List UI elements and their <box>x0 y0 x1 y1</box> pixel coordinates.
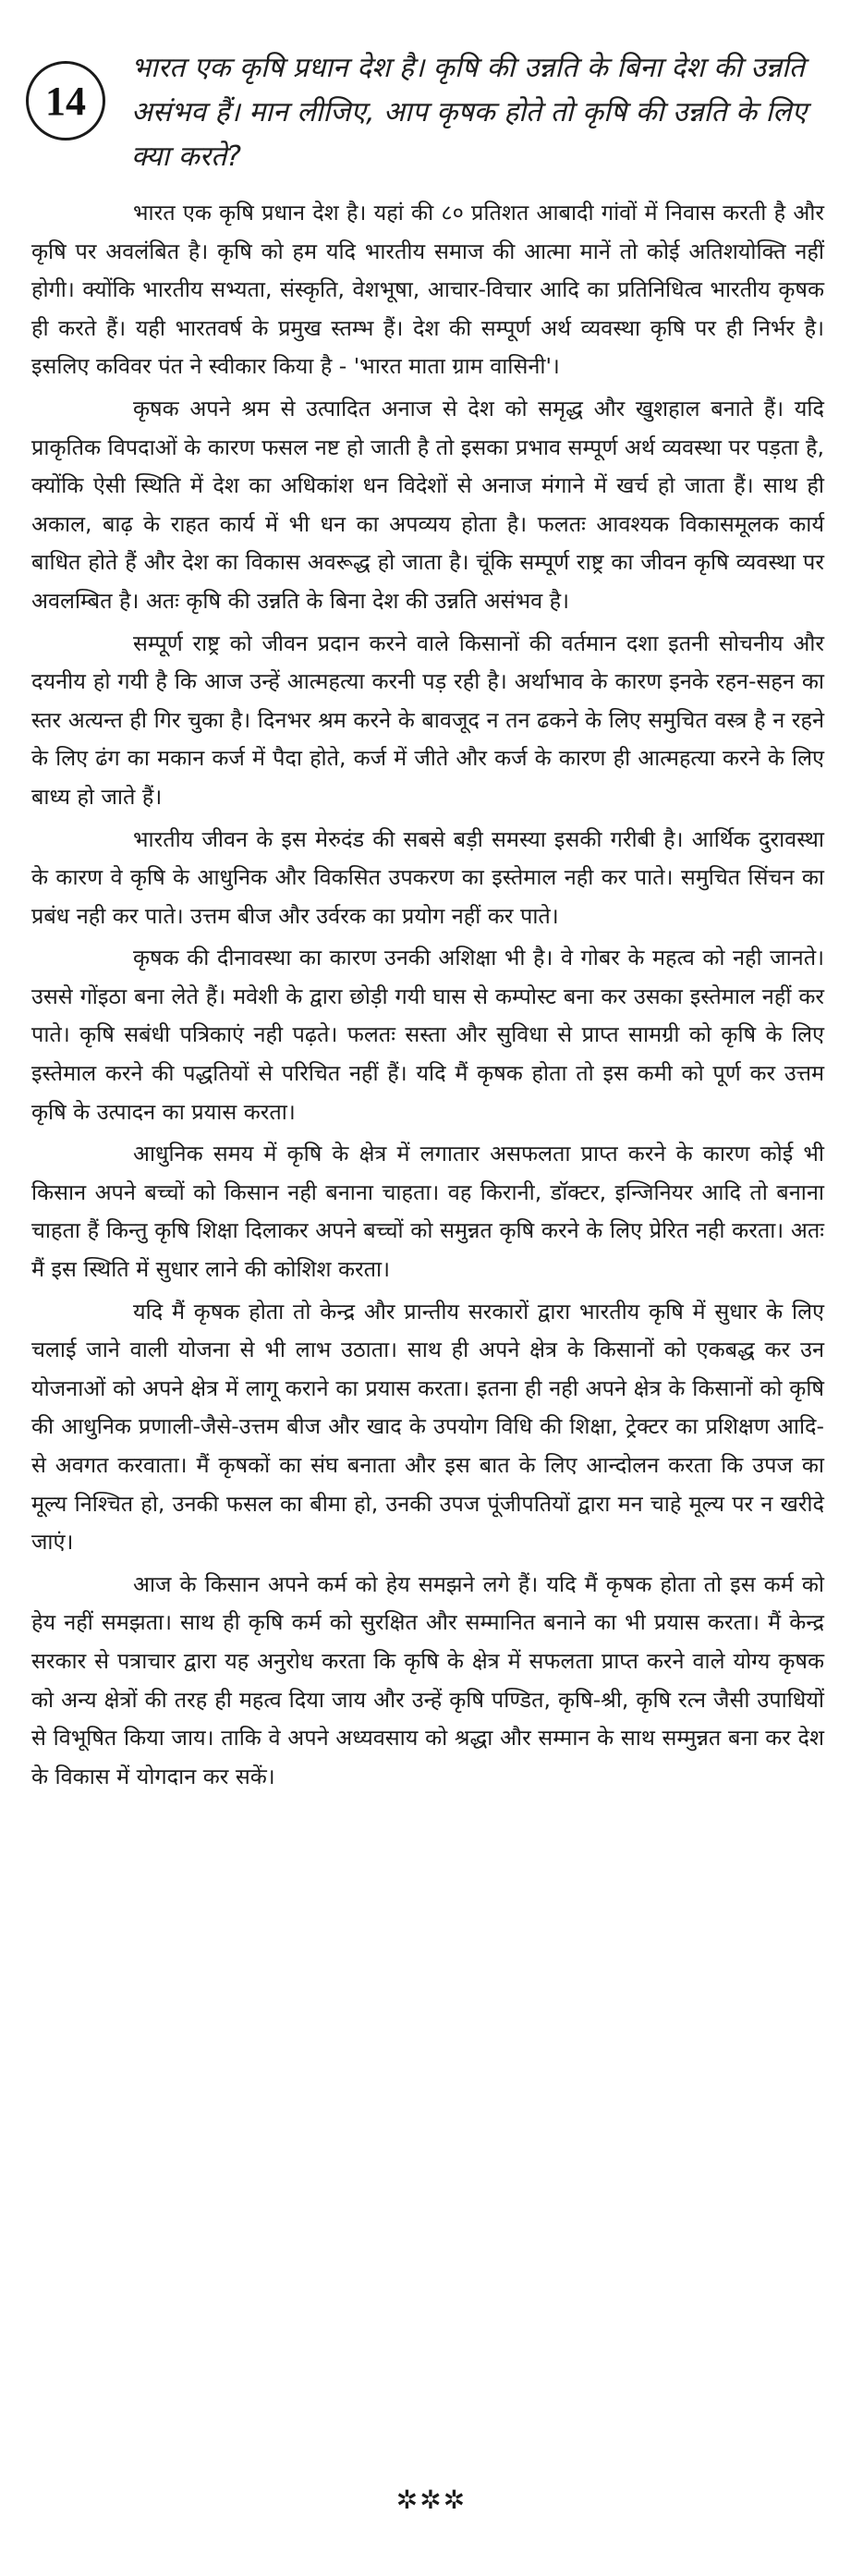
essay-paragraph: आधुनिक समय में कृषि के क्षेत्र में लगातार असफलता प्राप्त करने के कारण कोई भी किसान अपने बच्चों को किसान नही बनाना चाहता। वह किरानी, डॉक्टर, इन्जिनियर आदि तो बनाना चाहता हैं किन्तु कृषि शिक्षा दिलाकर अपने बच्चों को समुन्नत कृषि करने के लिए प्रेरित नही करता। अतः मैं इस स्थिति में सुधार लाने की कोशिश करता। <box>31 1141 824 1283</box>
question-text: भारत एक कृषि प्रधान देश है। कृषि की उन्नति के बिना देश की उन्नति असंभव हैं। मान लीजिए, आप कृषक होते तो कृषि की उन्नति के लिए क्या करते? <box>131 52 808 173</box>
end-ornament: ✲✲✲ <box>395 2484 468 2515</box>
question-number-badge: 14 <box>26 61 105 140</box>
essay-paragraph: आज के किसान अपने कर्म को हेय समझने लगे हैं। यदि मैं कृषक होता तो इस कर्म को हेय नहीं समझता। साथ ही कृषि कर्म को सुरक्षित और सम्मानित बनाने का भी प्रयास करता। मैं केन्द्र सरकार से पत्राचार द्वारा यह अनुरोध करता कि कृषि के क्षेत्र में सफलता प्राप्त करने वाले योग्य कृषक को अन्य क्षेत्रों की तरह ही महत्व दिया जाय और उन्हें कृषि पण्डित, कृषि-श्री, कृषि रत्न जैसी उपाधियों से विभूषित किया जाय। ताकि वे अपने अध्यवसाय को श्रद्धा और सम्मान के साथ सम्मुन्नत बना कर देश के विकास में योगदान कर सकें। <box>31 1570 824 1789</box>
essay-paragraph: सम्पूर्ण राष्ट्र को जीवन प्रदान करने वाले किसानों की वर्तमान दशा इतनी सोचनीय और दयनीय हो गयी है कि आज उन्हें आत्महत्या करनी पड़ रही है। अर्थाभाव के कारण इनके रहन-सहन का स्तर अत्यन्त ही गिर चुका है। दिनभर श्रम करने के बावजूद न तन ढकने के लिए समुचित वस्त्र है न रहने के लिए ढंग का मकान कर्ज में पैदा होते, कर्ज में जीते और कर्ज के कारण ही आत्महत्या करने के लिए बाध्य हो जाते हैं। <box>31 629 824 810</box>
essay-paragraph: कृषक अपने श्रम से उत्पादित अनाज से देश को समृद्ध और खुशहाल बनाते हैं। यदि प्राकृतिक विपदाओं के कारण फसल नष्ट हो जाती है तो इसका प्रभाव सम्पूर्ण अर्थ व्यवस्था पर पड़ता है, क्योंकि ऐसी स्थिति में देश का अधिकांश धन विदेशों से अनाज मंगाने में खर्च हो जाता हैं। साथ ही अकाल, बाढ़ के राहत कार्य में भी धन का अपव्यय होता है। फलतः आवश्यक विकासमूलक कार्य बाधित होते हैं और देश का विकास अवरूद्ध हो जाता है। चूंकि सम्पूर्ण राष्ट्र का जीवन कृषि व्यवस्था पर अवलम्बित है। अतः कृषि की उन्नति के बिना देश की उन्नति असंभव है। <box>31 395 824 614</box>
essay-paragraph: भारत एक कृषि प्रधान देश है। यहां की ८० प्रतिशत आबादी गांवों में निवास करती है और कृषि पर अवलंबित है। कृषि को हम यदि भारतीय समाज की आत्मा मानें तो कोई अतिशयोक्ति नहीं होगी। क्योंकि भारतीय सभ्यता, संस्कृति, वेशभूषा, आचार-विचार आदि का प्रतिनिधित्व भारतीय कृषक ही करते हैं। यही भारतवर्ष के प्रमुख स्तम्भ हैं। देश की सम्पूर्ण अर्थ व्यवस्था कृषि पर ही निर्भर है। इसलिए कविवर पंत ने स्वीकार किया है - 'भारत माता ग्राम वासिनी'। <box>31 200 824 380</box>
essay-paragraph: कृषक की दीनावस्था का कारण उनकी अशिक्षा भी है। वे गोबर के महत्व को नही जानते। उससे गोंइठा बना लेते हैं। मवेशी के द्वारा छोड़ी गयी घास से कम्पोस्ट बना कर उसका इस्तेमाल नहीं कर पाते। कृषि सबंधी पत्रिकाएं नही पढ़ते। फलतः सस्ता और सुविधा से प्राप्त सामग्री को कृषि के लिए इस्तेमाल करने की पद्धतियों से परिचित नहीं हैं। यदि मैं कृषक होता तो इस कमी को पूर्ण कर उत्तम कृषि के उत्पादन का प्रयास करता। <box>31 945 824 1125</box>
question-header <box>26 26 824 173</box>
essay-body <box>31 194 824 1800</box>
essay-paragraph: भारतीय जीवन के इस मेरुदंड की सबसे बड़ी समस्या इसकी गरीबी है। आर्थिक दुरावस्था के कारण वे कृषि के आधुनिक और विकसित उपकरण का इस्तेमाल नही कर पाते। समुचित सिंचन का प्रबंध नही कर पाते। उत्तम बीज और उर्वरक का प्रयोग नहीं कर पाते। <box>31 825 824 929</box>
essay-paragraph: यदि मैं कृषक होता तो केन्द्र और प्रान्तीय सरकारों द्वारा भारतीय कृषि में सुधार के लिए चलाई जाने वाली योजना से भी लाभ उठाता। साथ ही अपने क्षेत्र के किसानों को एकबद्ध कर उन योजनाओं को अपने क्षेत्र में लागू कराने का प्रयास करता। इतना ही नही अपने क्षेत्र के किसानों को कृषि की आधुनिक प्रणाली-जैसे-उत्तम बीज और खाद के उपयोग विधि की शिक्षा, ट्रेक्टर का प्रशिक्षण आदि-से अवगत करवाता। मैं कृषकों का संघ बनाता और इस बात के लिए आन्दोलन करता कि उपज का मूल्य निश्चित हो, उनकी फसल का बीमा हो, उनकी उपज पूंजीपतियों द्वारा मन चाहे मूल्य पर न खरीदे जाएं। <box>31 1298 825 1556</box>
